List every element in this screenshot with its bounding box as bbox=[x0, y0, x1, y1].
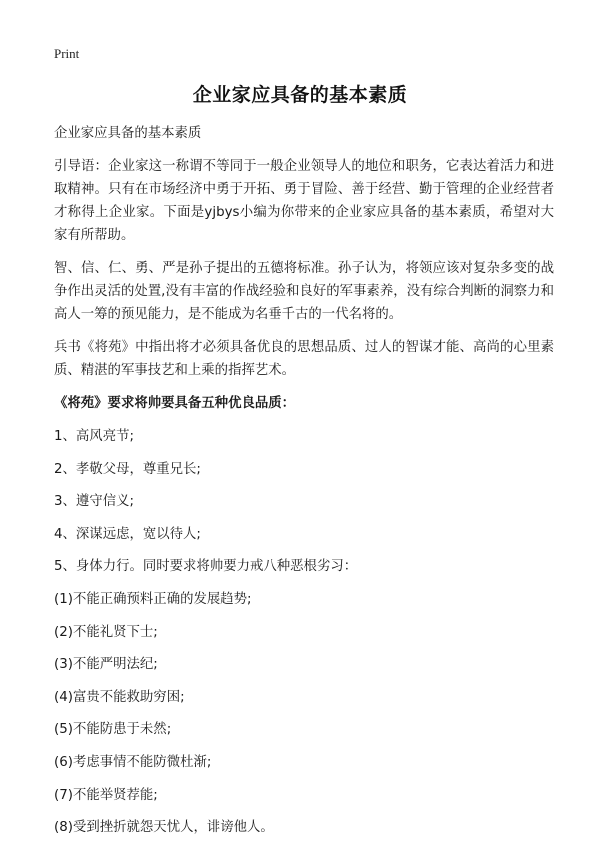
section-heading: 《将苑》要求将帅要具备五种优良品质： bbox=[54, 396, 296, 411]
quality-item: 4、深谋远虑，宽以待人; bbox=[54, 526, 201, 542]
five-virtues-paragraph: 智、信、仁、勇、严是孙子提出的五德将标准。孙子认为，将领应该对复杂多变的战争作出灵活的处置,没有丰富的作战经验和良好的军事素养，没有综合判断的洞察力和高人一筹的预见能力，是不能成为名垂千古的一代名将的。 bbox=[54, 261, 554, 322]
article-subtitle: 企业家应具备的基本素质 bbox=[54, 126, 202, 141]
print-link[interactable]: Print bbox=[54, 46, 80, 61]
article-body bbox=[54, 122, 554, 849]
bad-habit-item: (4)富贵不能救助穷困; bbox=[54, 689, 185, 705]
quality-item: 1、高风亮节; bbox=[54, 429, 134, 444]
jiangyuan-paragraph: 兵书《将苑》中指出将才必须具备优良的思想品质、过人的智谋才能、高尚的心里素质、精湛的军事技艺和上乘的指挥艺术。 bbox=[54, 340, 554, 378]
quality-item: 5、身体力行。同时要求将帅要力戒八种恶根劣习： bbox=[54, 559, 358, 575]
bad-habit-item: (5)不能防患于未然; bbox=[54, 722, 172, 738]
intro-paragraph: 引导语：企业家这一称谓不等同于一般企业领导人的地位和职务，它表达着活力和进取精神。只有在市场经济中勇于开拓、勇于冒险、善于经营、勤于管理的企业经营者才称得上企业家。下面是yjbys小编为你带来的企业家应具备的基本素质，希望对大家有所帮助。 bbox=[54, 159, 554, 243]
bad-habit-item: (8)受到挫折就怨天忧人，诽谤他人。 bbox=[54, 820, 274, 836]
bad-habit-item: (7)不能举贤荐能; bbox=[54, 787, 158, 803]
bad-habit-item: (3)不能严明法纪; bbox=[54, 657, 158, 673]
bad-habit-item: (2)不能礼贤下士; bbox=[54, 624, 158, 640]
page-title: 企业家应具备的基本素质 bbox=[192, 84, 408, 106]
bad-habit-item: (6)考虑事情不能防微杜渐; bbox=[54, 754, 212, 770]
bad-habit-item: (1)不能正确预料正确的发展趋势; bbox=[54, 591, 252, 607]
quality-item: 2、孝敬父母，尊重兄长; bbox=[54, 461, 201, 477]
quality-item: 3、遵守信义; bbox=[54, 494, 134, 510]
